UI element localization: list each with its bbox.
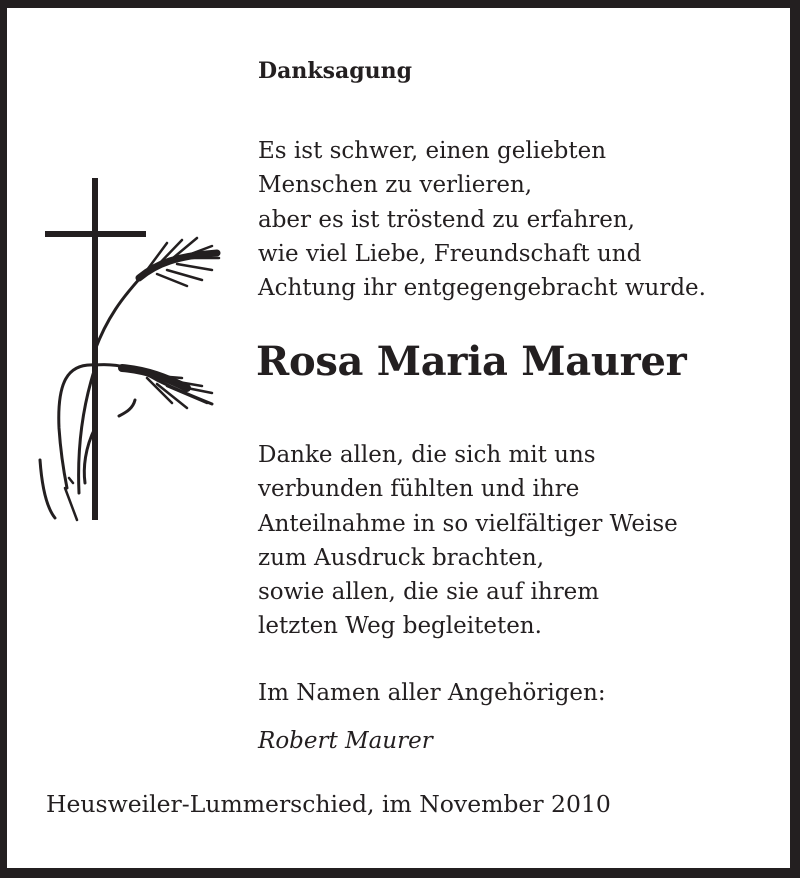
thanks-line: Danke allen, die sich mit uns: [258, 442, 596, 468]
deceased-name: Rosa Maria Maurer: [256, 338, 687, 385]
place-date: Heusweiler-Lummerschied, im November 2010: [46, 790, 611, 818]
verse-line: aber es ist tröstend zu erfahren,: [258, 206, 635, 233]
heading: Danksagung: [258, 58, 412, 84]
thanks-line: letzten Weg begleiteten.: [258, 613, 542, 640]
thanks-line: zum Ausdruck brachten,: [258, 544, 545, 571]
family-line: Im Namen aller Angehörigen:: [258, 680, 606, 706]
verse-line: Menschen zu verlieren,: [258, 172, 533, 199]
verse-line: Achtung ihr entgegengebracht wurde.: [258, 275, 706, 302]
verse-line: wie viel Liebe, Freundschaft und: [258, 240, 642, 267]
thanks-line: verbunden fühlten und ihre: [258, 476, 580, 503]
obituary-notice: [7, 8, 790, 868]
thanks-line: Anteilnahme in so vielfältiger Weise: [258, 510, 678, 537]
thanks-text: [258, 438, 678, 644]
verse: [258, 134, 706, 305]
thanks-line: sowie allen, die sie auf ihrem: [258, 579, 600, 606]
signer: Robert Maurer: [258, 728, 433, 754]
verse-line: Es ist schwer, einen geliebten: [258, 138, 607, 164]
